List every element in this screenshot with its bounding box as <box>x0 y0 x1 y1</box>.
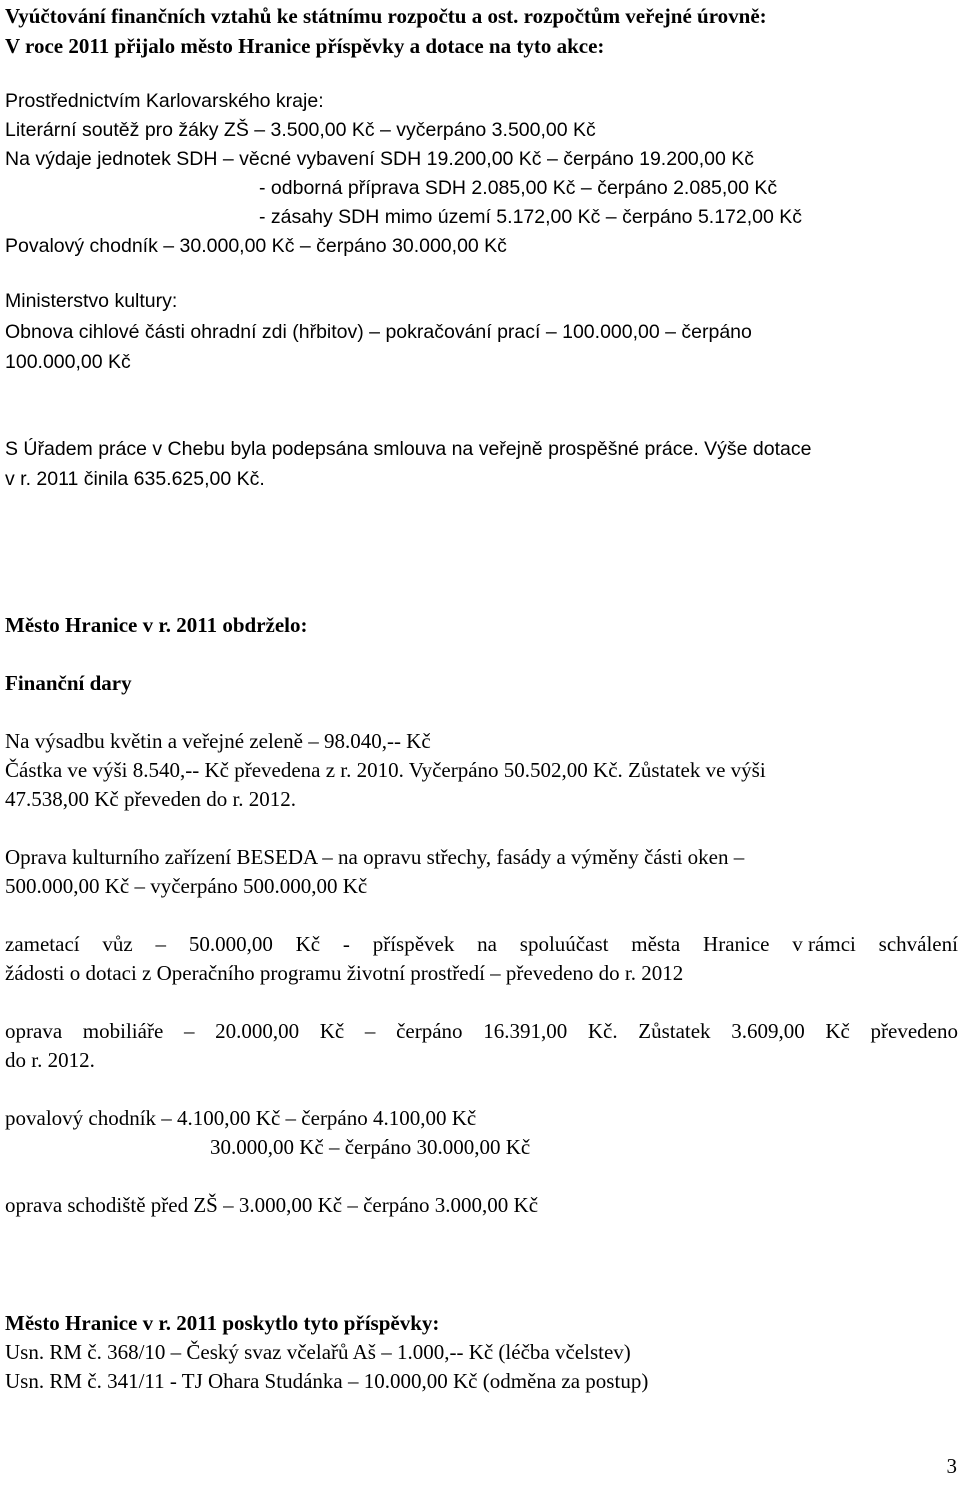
kraj-item: Povalový chodník – 30.000,00 Kč – čerpáno 30.000,00 Kč <box>5 235 507 257</box>
vuz-line: žádosti o dotaci z Operačního programu životní prostředí – převedeno do r. 2012 <box>5 961 684 985</box>
mobiliar-word: čerpáno <box>396 1019 463 1043</box>
up-line: v r. 2011 činila 635.625,00 Kč. <box>5 468 265 490</box>
beseda-line: 500.000,00 Kč – vyčerpáno 500.000,00 Kč <box>5 874 368 898</box>
chodnik-line: 30.000,00 Kč – čerpáno 30.000,00 Kč <box>210 1135 531 1159</box>
page-number: 3 <box>946 1454 957 1478</box>
vuz-line-justified <box>5 931 958 957</box>
prispevek-item: Usn. RM č. 341/11 - TJ Ohara Studánka – 10.000,00 Kč (odměna za postup) <box>5 1369 649 1393</box>
vuz-word: na <box>477 932 497 956</box>
mk-line: Obnova cihlové části ohradní zdi (hřbitov) – pokračování prací – 100.000,00 – čerpáno <box>5 321 752 343</box>
vysadba-line: Částka ve výši 8.540,-- Kč převedena z r. 2010. Vyčerpáno 50.502,00 Kč. Zůstatek ve výši <box>5 758 766 782</box>
mk-label: Ministerstvo kultury: <box>5 290 178 312</box>
section3-heading: Město Hranice v r. 2011 poskytlo tyto příspěvky: <box>5 1311 440 1335</box>
mobiliar-line: do r. 2012. <box>5 1048 95 1072</box>
mobiliar-word: oprava <box>5 1019 63 1043</box>
mobiliar-word: 3.609,00 <box>731 1019 805 1043</box>
section1-heading-line1: Vyúčtování finančních vztahů ke státnímu rozpočtu a ost. rozpočtům veřejné úrovně: <box>5 4 767 28</box>
mobiliar-word: Kč. <box>587 1019 618 1043</box>
vuz-word: Kč <box>295 932 321 956</box>
kraj-item: Na výdaje jednotek SDH – věcné vybavení SDH 19.200,00 Kč – čerpáno 19.200,00 Kč <box>5 148 755 170</box>
up-line: S Úřadem práce v Chebu byla podepsána smlouva na veřejně prospěšné práce. Výše dotace <box>5 438 812 460</box>
vuz-word: Hranice <box>703 932 770 956</box>
vysadba-line: Na výsadbu květin a veřejné zeleně – 98.040,-- Kč <box>5 729 431 753</box>
vuz-word: vůz <box>102 932 133 956</box>
vuz-word: schválení <box>878 932 958 956</box>
kraj-label: Prostřednictvím Karlovarského kraje: <box>5 90 324 112</box>
vuz-word: spoluúčast <box>519 932 609 956</box>
vuz-word: – <box>155 932 167 956</box>
vuz-word: v rámci <box>792 932 856 956</box>
mobiliar-word: – <box>364 1019 376 1043</box>
mobiliar-word: 16.391,00 <box>483 1019 568 1043</box>
vuz-word: - <box>342 932 350 956</box>
kraj-item: Literární soutěž pro žáky ZŠ – 3.500,00 Kč – vyčerpáno 3.500,00 Kč <box>5 119 596 141</box>
chodnik-line: povalový chodník – 4.100,00 Kč – čerpáno 4.100,00 Kč <box>5 1106 477 1130</box>
mobiliar-word: mobiliáře <box>82 1019 164 1043</box>
vuz-word: zametací <box>5 932 80 956</box>
kraj-item: - odborná příprava SDH 2.085,00 Kč – čerpáno 2.085,00 Kč <box>259 177 778 199</box>
vuz-word: města <box>631 932 681 956</box>
kraj-item: - zásahy SDH mimo území 5.172,00 Kč – čerpáno 5.172,00 Kč <box>259 206 803 228</box>
vuz-word: 50.000,00 <box>188 932 273 956</box>
mobiliar-word: převedeno <box>870 1019 958 1043</box>
section1-heading-line2: V roce 2011 přijalo město Hranice příspěvky a dotace na tyto akce: <box>5 34 605 58</box>
section2-subheading: Finanční dary <box>5 671 132 695</box>
mobiliar-word: – <box>183 1019 195 1043</box>
prispevek-item: Usn. RM č. 368/10 – Český svaz včelařů Aš – 1.000,-- Kč (léčba včelstev) <box>5 1340 631 1364</box>
section2-heading: Město Hranice v r. 2011 obdrželo: <box>5 613 308 637</box>
mobiliar-word: 20.000,00 <box>215 1019 300 1043</box>
schodiste-line: oprava schodiště před ZŠ – 3.000,00 Kč – čerpáno 3.000,00 Kč <box>5 1193 539 1217</box>
beseda-line: Oprava kulturního zařízení BESEDA – na opravu střechy, fasády a výměny části oken – <box>5 845 745 869</box>
vysadba-line: 47.538,00 Kč převeden do r. 2012. <box>5 787 297 811</box>
mobiliar-line-justified <box>5 1018 958 1044</box>
mobiliar-word: Zůstatek <box>638 1019 711 1043</box>
mobiliar-word: Kč <box>825 1019 850 1043</box>
mk-line: 100.000,00 Kč <box>5 351 131 373</box>
vuz-word: příspěvek <box>372 932 455 956</box>
mobiliar-word: Kč <box>319 1019 345 1043</box>
